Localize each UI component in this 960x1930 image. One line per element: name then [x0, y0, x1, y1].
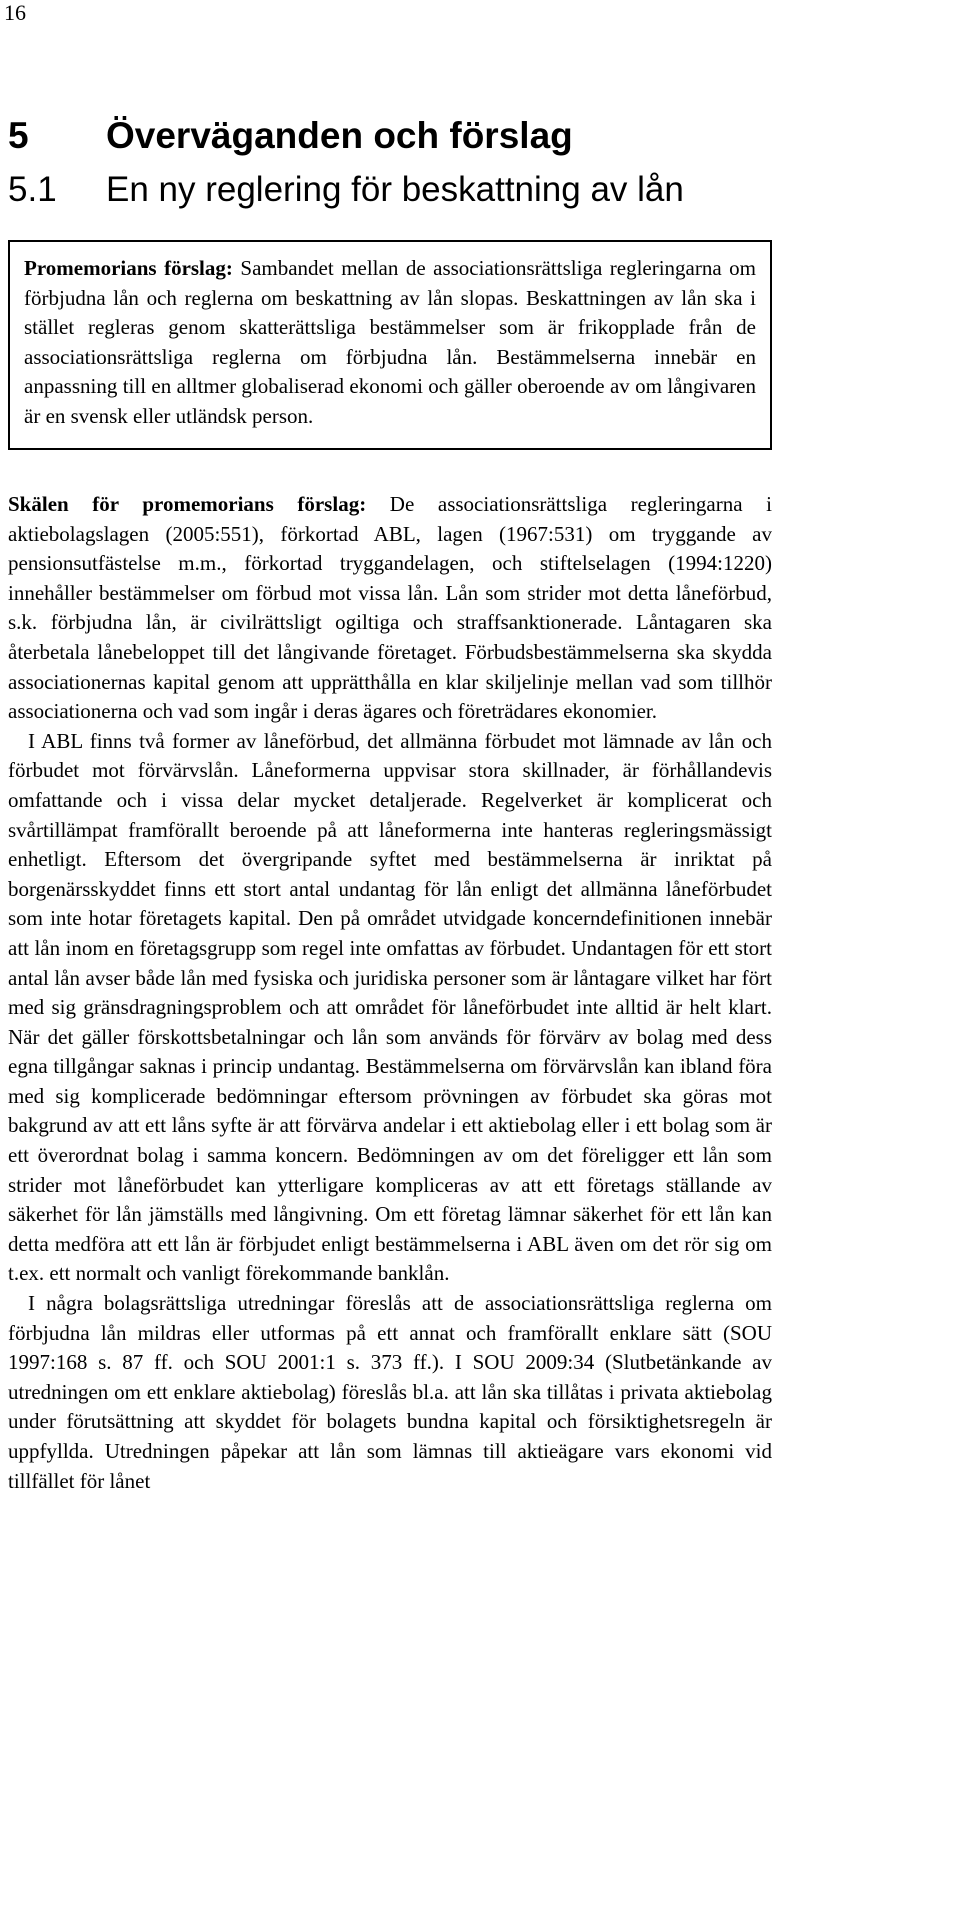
proposal-summary-lead: Promemorians förslag: [24, 256, 233, 280]
chapter-number: 5 [8, 115, 29, 156]
proposal-summary-box [8, 240, 772, 450]
reasons-body [8, 490, 772, 1496]
body-paragraph [8, 490, 772, 727]
chapter-heading [8, 112, 573, 160]
section-number: 5.1 [8, 170, 57, 209]
section-title: En ny reglering för beskattning av lån [106, 170, 684, 209]
proposal-summary-text: Sambandet mellan de associationsrättsliga regleringarna om förbjudna lån och reglerna om beskattning av lån slopas. Beskattningen av lån ska i stället regleras genom skatterättsliga bestämmelser som är frikopplade från de associationsrättsliga reglerna om förbjudna lån. Bestämmelserna innebär en anpassning till en alltmer globaliserad ekonomi och gäller oberoende av om långivaren är en svensk eller utländsk person. [24, 256, 757, 428]
chapter-title: Överväganden och förslag [106, 115, 573, 156]
reasons-lead: Skälen för promemorians förslag: [8, 492, 367, 516]
section-heading [8, 166, 684, 214]
body-paragraph: I ABL finns två former av låneförbud, det allmänna förbudet mot lämnade av lån och förbudet mot förvärvslån. Låneformerna uppvisar stora skillnader, är förhållandevis omfattande och i vissa delar mycket detaljerade. Regelverket är komplicerat och svårtillämpat framförallt beroende på att låneformerna inte hanteras regleringsmässigt enhetligt. Eftersom det övergripande syftet med bestämmelserna är inriktat på borgenärsskyddet finns ett stort antal undantag för lån enligt det allmänna låneförbudet som inte hotar företagets kapital. Den på området utvidgade koncerndefinitionen innebär att lån inom en företagsgrupp som regel inte omfattas av förbudet. Undantagen för ett stort antal lån avser både lån med fysiska och juridiska personer som är låntagare vilket har fört med sig gränsdragningsproblem och att området för låneförbudet inte alltid är helt klart. När det gäller förskottsbetalningar och lån som används för förvärv av bolag med dess egna tillgångar saknas i princip undantag. Bestämmelserna om förvärvslån kan ibland föra med sig komplicerade bedömningar eftersom prövningen av förbudet ska göras mot bakgrund av att ett låns syfte är att förvärva andelar i ett aktiebolag eller i ett bolag som är ett överordnat bolag i samma koncern. Bedömningen av om det föreligger ett lån som strider mot låneförbudet kan ytterligare kompliceras av att ett företags ställande av säkerhet för lån jämställs med långivning. Om ett företag lämnar säkerhet för ett lån kan detta medföra att ett lån är förbjudet enligt bestämmelserna i ABL även om det rör sig om t.ex. ett normalt och vanligt förekommande banklån. [8, 728, 772, 1286]
body-paragraph-text: De associationsrättsliga regleringarna i aktiebolagslagen (2005:551), förkortad ABL, lagen (1967:531) om tryggande av pensionsutfästelse m.m., förkortad tryggandelagen, och stiftelselagen (1994:1220) innehåller bestämmelser om förbud mot vissa lån. Lån som strider mot detta låneförbud, s.k. förbjudna lån, är civilrättsligt ogiltiga och straffsanktionerade. Låntagaren ska återbetala lånebeloppet till det långivande företaget. Förbudsbestämmelserna ska skydda associationernas kapital genom att upprätthålla en klar skiljelinje mellan vad som tillhör associationerna och vad som ingår i deras ägares och företrädares ekonomier. [8, 492, 772, 724]
proposal-summary-paragraph [24, 254, 756, 432]
page-number: 16 [4, 0, 26, 25]
body-paragraph: I några bolagsrättsliga utredningar föreslås att de associationsrättsliga reglerna om förbjudna lån mildras eller utformas på ett annat och framförallt enklare sätt (SOU 1997:168 s. 87 ff. och SOU 2001:1 s. 373 ff.). I SOU 2009:34 (Slutbetänkande av utredningen om ett enklare aktiebolag) föreslås bl.a. att lån ska tillåtas i privata aktiebolag under förutsättning att skyddet för bolagets bundna kapital och försiktighetsregeln är uppfyllda. Utredningen påpekar att lån som lämnas till aktieägare vars ekonomi vid tillfället för lånet [8, 1291, 772, 1493]
